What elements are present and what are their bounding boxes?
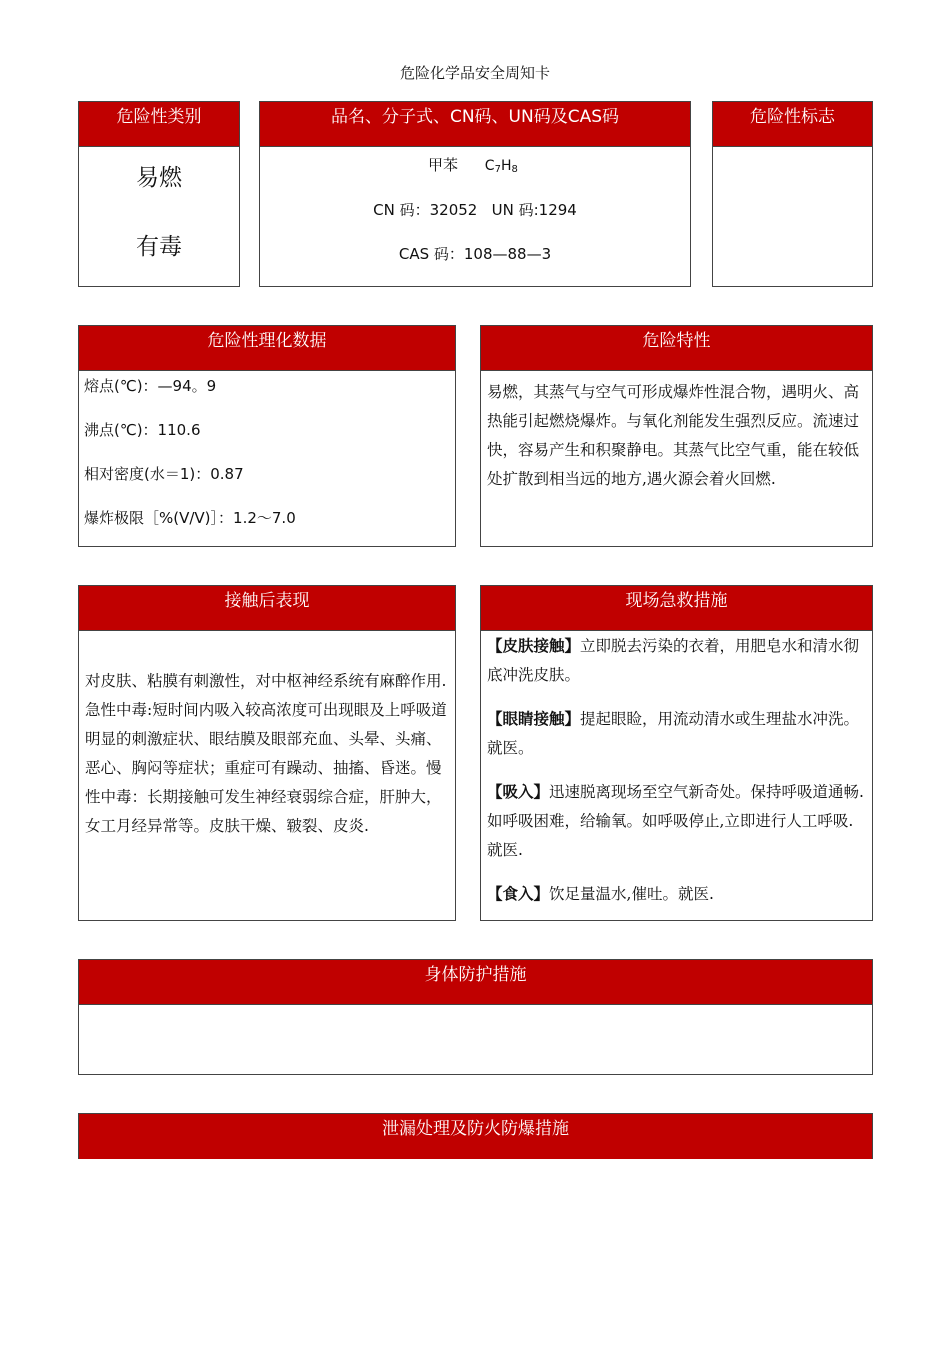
hazard-props-box [480, 325, 873, 547]
physchem-header: 危险性理化数据 [79, 326, 455, 371]
cn-un-codes: CN 码：32052 UN 码:1294 [373, 201, 577, 219]
hazard-props-text: 易燃，其蒸气与空气可形成爆炸性混合物，遇明火、高热能引起燃烧爆炸。与氧化剂能发生强烈反应。流速过快，容易产生和积聚静电。其蒸气比空气重，能在较低处扩散到相当远的地方,遇火源会着火回燃. [487, 383, 860, 488]
chemical-name: 甲苯 [428, 156, 459, 174]
hazard-class-header: 危险性类别 [79, 102, 239, 147]
hazard-class-flammable: 易燃 [136, 165, 182, 191]
identity-header: 品名、分子式、CN码、UN码及CAS码 [260, 102, 690, 147]
cas-code: CAS 码：108—88—3 [398, 245, 552, 263]
first-aid-box [480, 585, 873, 921]
exposure-text: 对皮肤、粘膜有刺激性，对中枢神经系统有麻醉作用.急性中毒:短时间内吸入较高浓度可出现眼及上呼吸道明显的刺激症状、眼结膜及眼部充血、头晕、头痛、恶心、胸闷等症状；重症可有躁动、抽搐、昏迷。慢性中毒：长期接触可发生神经衰弱综合症，肝肿大，女工月经异常等。皮肤干燥、皲裂、皮炎. [85, 672, 447, 835]
first-aid-header: 现场急救措施 [481, 586, 872, 631]
leak-handling-box [78, 1113, 873, 1159]
exposure-box [78, 585, 456, 921]
first-aid-skin: 【皮肤接触】立即脱去污染的衣着，用肥皂水和清水彻底冲洗皮肤。 [487, 636, 860, 684]
hazard-sign-header: 危险性标志 [713, 102, 872, 147]
melting-point: 熔点(℃)：—94。9 [84, 377, 217, 395]
first-aid-ingestion: 【食入】饮足量温水,催吐。就医. [487, 884, 714, 903]
first-aid-inhalation: 【吸入】迅速脱离现场至空气新奇处。保持呼吸道通畅.如呼吸困难，给输氧。如呼吸停止,立即进行人工呼吸.就医. [487, 782, 864, 859]
relative-density: 相对密度(水＝1)：0.87 [84, 465, 244, 483]
hazard-class-box [78, 101, 240, 287]
exposure-header: 接触后表现 [79, 586, 455, 631]
chemical-name-row [428, 154, 518, 175]
physchem-box [78, 325, 456, 547]
first-aid-eyes: 【眼睛接触】提起眼睑，用流动清水或生理盐水冲洗。就医。 [487, 709, 860, 757]
page-title: 危险化学品安全周知卡 [399, 64, 550, 82]
molecular-formula: $C_7H_8$ [484, 158, 518, 175]
leak-handling-header: 泄漏处理及防火防爆措施 [79, 1114, 872, 1159]
explosion-limit: 爆炸极限［%(V/V)］：1.2～7.0 [84, 509, 296, 527]
hazard-sign-box [712, 101, 873, 287]
hazard-class-toxic: 有毒 [136, 234, 182, 260]
body-protection-box [78, 959, 873, 1075]
hazard-props-header: 危险特性 [481, 326, 872, 371]
boiling-point: 沸点(℃)：110.6 [84, 421, 201, 439]
body-protection-header: 身体防护措施 [79, 960, 872, 1005]
identity-box [259, 101, 691, 287]
